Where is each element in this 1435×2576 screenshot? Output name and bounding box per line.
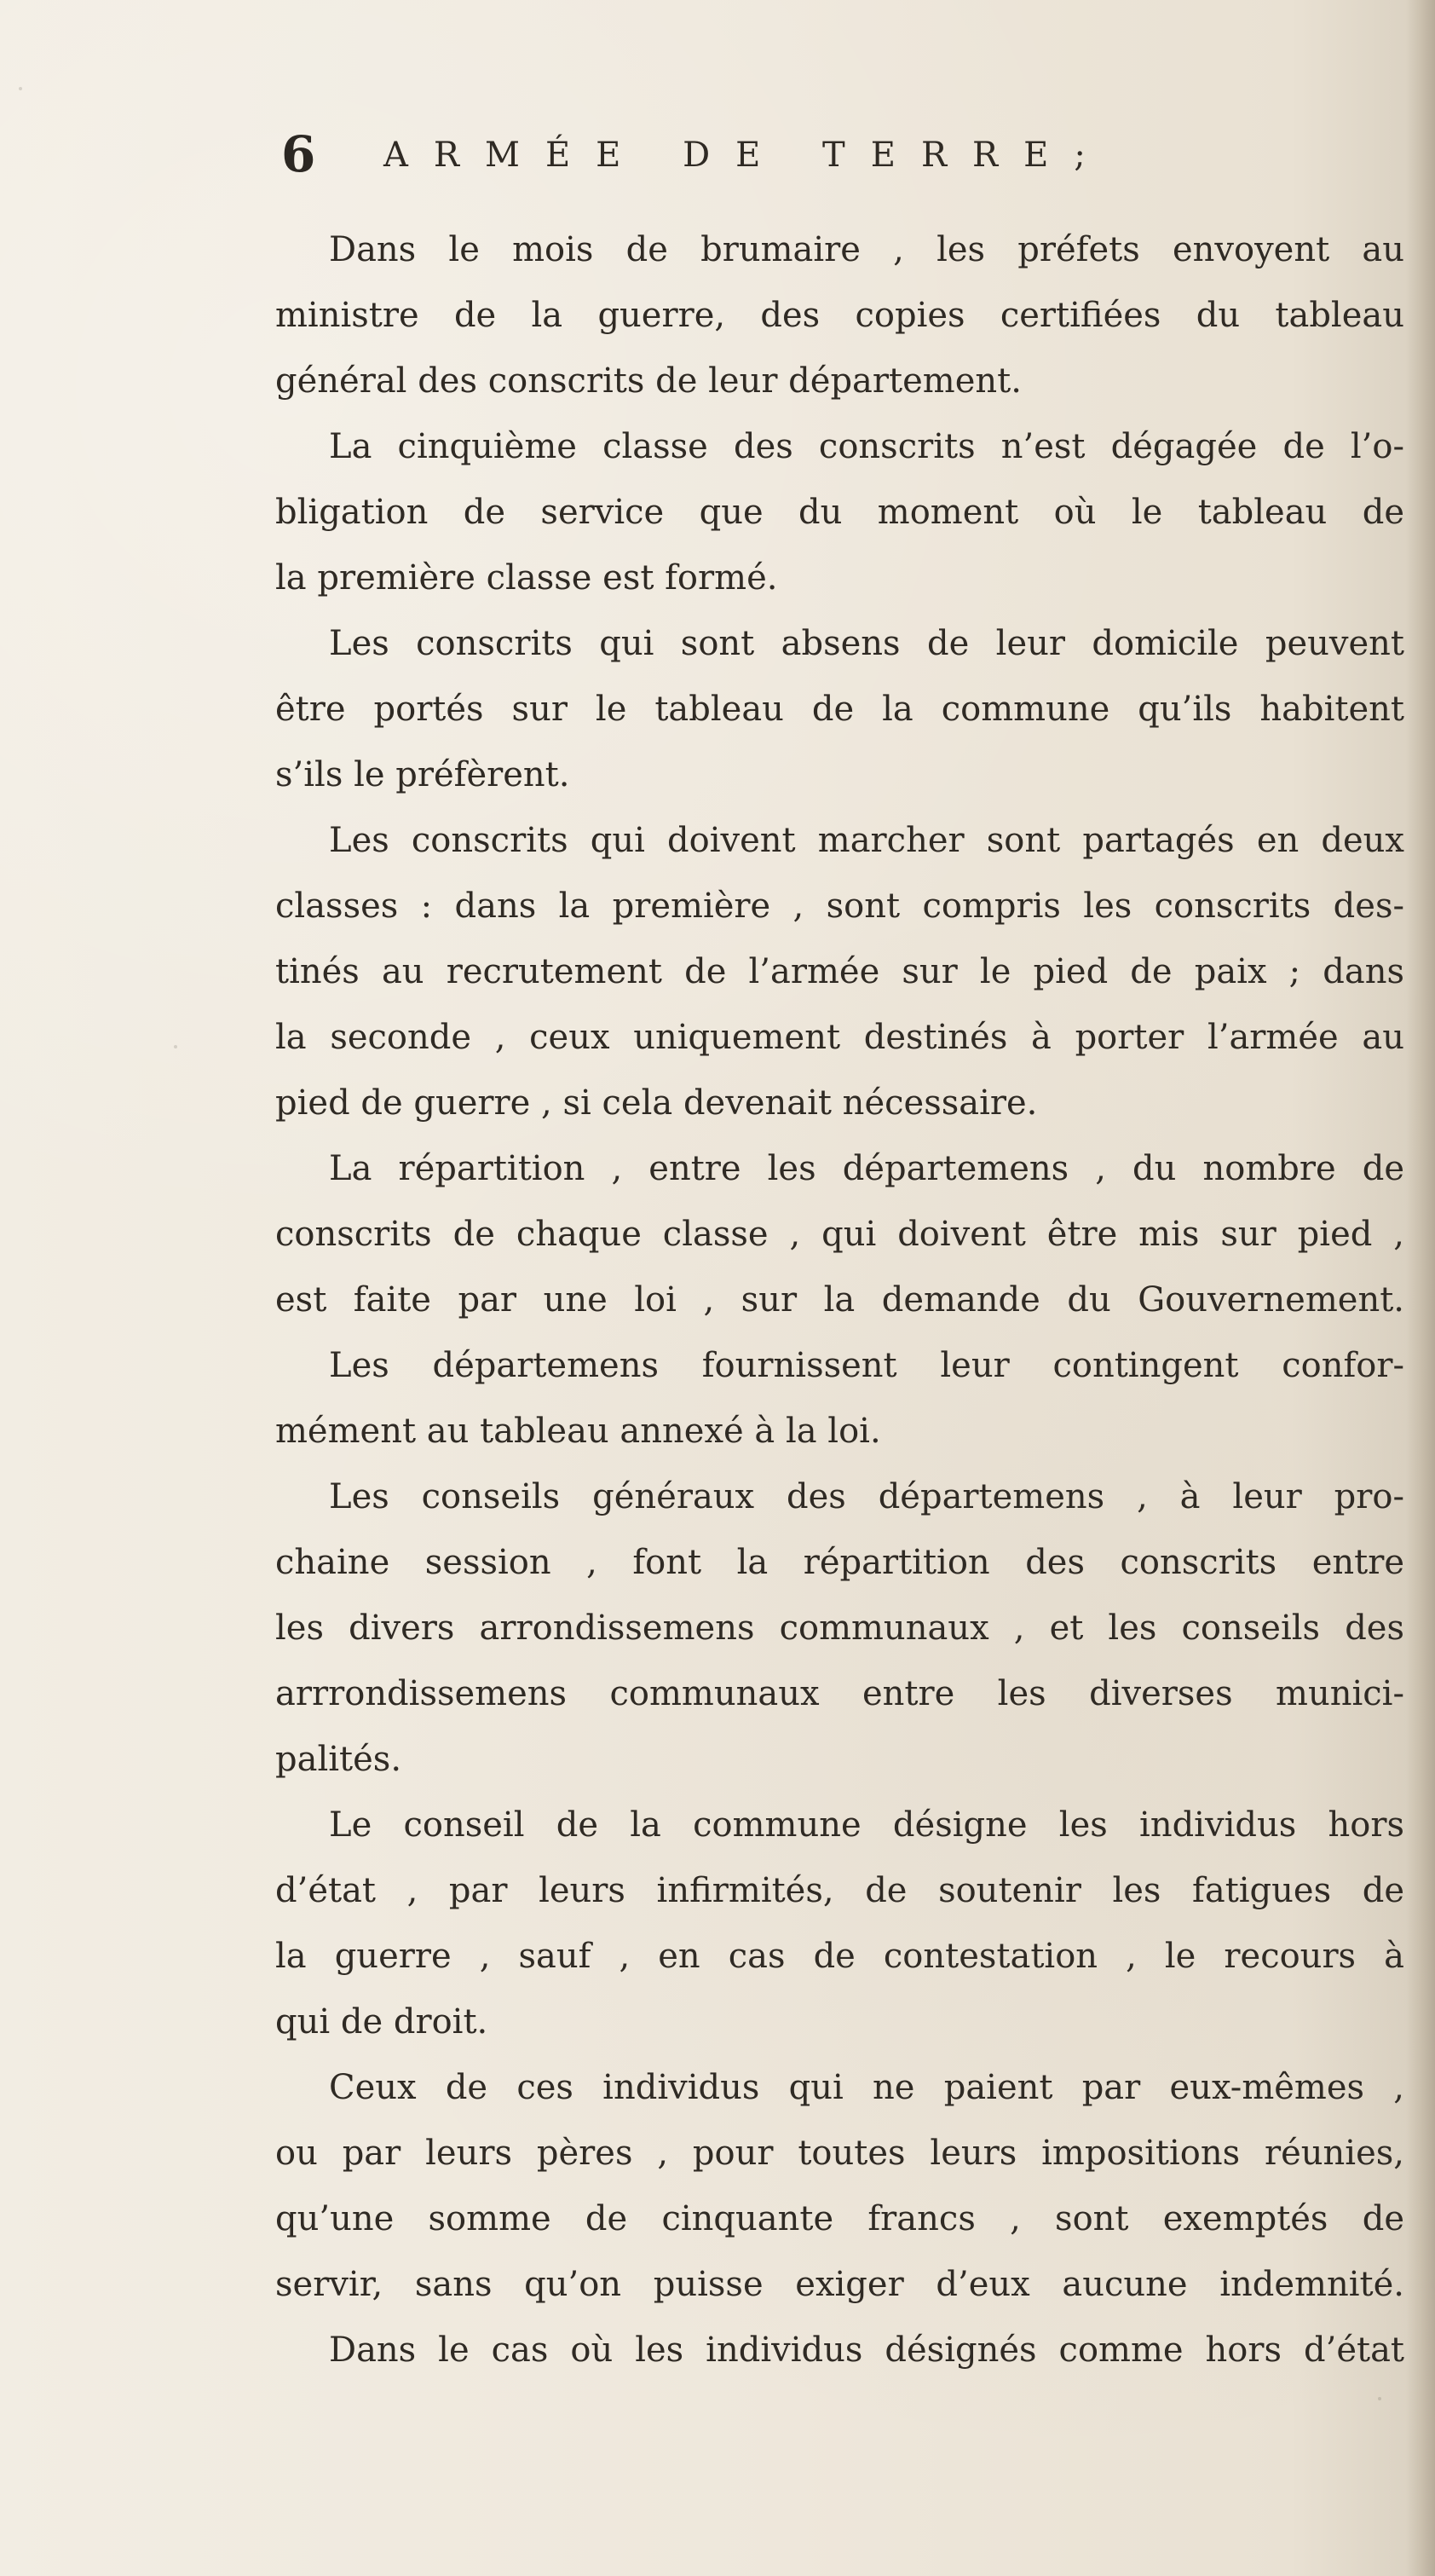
text-line: Les conscrits qui sont absens de leur domicile peuvent bbox=[329, 624, 1404, 663]
paper-speck bbox=[1329, 1371, 1333, 1374]
page-header bbox=[281, 125, 1261, 191]
paper-speck bbox=[174, 1045, 177, 1048]
text-line: La répartition , entre les départemens , du nombre de bbox=[329, 1149, 1404, 1188]
text-line: palités. bbox=[275, 1740, 402, 1779]
text-line: La cinquième classe des conscrits n’est dégagée de l’o- bbox=[329, 427, 1404, 466]
body-text bbox=[275, 217, 1404, 2383]
text-line: ministre de la guerre, des copies certifiées du tableau bbox=[275, 296, 1404, 335]
text-line: Dans le mois de brumaire , les préfets envoyent au bbox=[329, 230, 1404, 269]
text-line: Les conscrits qui doivent marcher sont partagés en deux bbox=[329, 821, 1404, 860]
text-line: Les départemens fournissent leur contingent confor- bbox=[329, 1346, 1404, 1385]
text-line: la seconde , ceux uniquement destinés à porter l’armée au bbox=[275, 1018, 1404, 1057]
text-line: d’état , par leurs infirmités, de soutenir les fatigues de bbox=[275, 1871, 1404, 1910]
text-line: tinés au recrutement de l’armée sur le pied de paix ; dans bbox=[275, 952, 1404, 991]
text-line: Le conseil de la commune désigne les individus hors bbox=[329, 1805, 1404, 1845]
text-line: général des conscrits de leur département. bbox=[275, 361, 1022, 401]
text-line: mément au tableau annexé à la loi. bbox=[275, 1412, 881, 1451]
running-head: ARMÉE DE TERRE; bbox=[383, 136, 1111, 175]
text-line: chaine session , font la répartition des conscrits entre bbox=[275, 1543, 1404, 1582]
text-line: est faite par une loi , sur la demande du Gouvernement. bbox=[275, 1280, 1404, 1320]
page-number: 6 bbox=[281, 125, 316, 183]
text-line: arrrondissemens communaux entre les diverses munici- bbox=[275, 1674, 1404, 1713]
paper-speck bbox=[1378, 2397, 1381, 2400]
text-line: la guerre , sauf , en cas de contestation , le recours à bbox=[275, 1937, 1404, 1976]
text-line: Ceux de ces individus qui ne paient par eux-mêmes , bbox=[329, 2068, 1404, 2107]
text-line: ou par leurs pères , pour toutes leurs impositions réunies, bbox=[275, 2134, 1404, 2173]
text-line: servir, sans qu’on puisse exiger d’eux aucune indemnité. bbox=[275, 2265, 1404, 2304]
text-line: conscrits de chaque classe , qui doivent être mis sur pied , bbox=[275, 1215, 1404, 1254]
page-edge-shadow bbox=[1406, 0, 1435, 2576]
text-line: pied de guerre , si cela devenait nécessaire. bbox=[275, 1083, 1038, 1123]
text-line: bligation de service que du moment où le tableau de bbox=[275, 493, 1404, 532]
text-line: Dans le cas où les individus désignés comme hors d’état bbox=[329, 2331, 1404, 2370]
text-line: la première classe est formé. bbox=[275, 558, 778, 598]
text-line: qui de droit. bbox=[275, 2002, 488, 2042]
text-line: s’ils le préfèrent. bbox=[275, 755, 570, 794]
paper-speck bbox=[792, 1883, 796, 1886]
text-line: être portés sur le tableau de la commune qu’ils habitent bbox=[275, 690, 1404, 729]
text-line: les divers arrondissemens communaux , et les conseils des bbox=[275, 1609, 1404, 1648]
text-line: Les conseils généraux des départemens , à leur pro- bbox=[329, 1477, 1404, 1516]
paper-speck bbox=[19, 87, 22, 90]
text-line: classes : dans la première , sont compris les conscrits des- bbox=[275, 887, 1404, 926]
text-line: qu’une somme de cinquante francs , sont exemptés de bbox=[275, 2199, 1404, 2238]
